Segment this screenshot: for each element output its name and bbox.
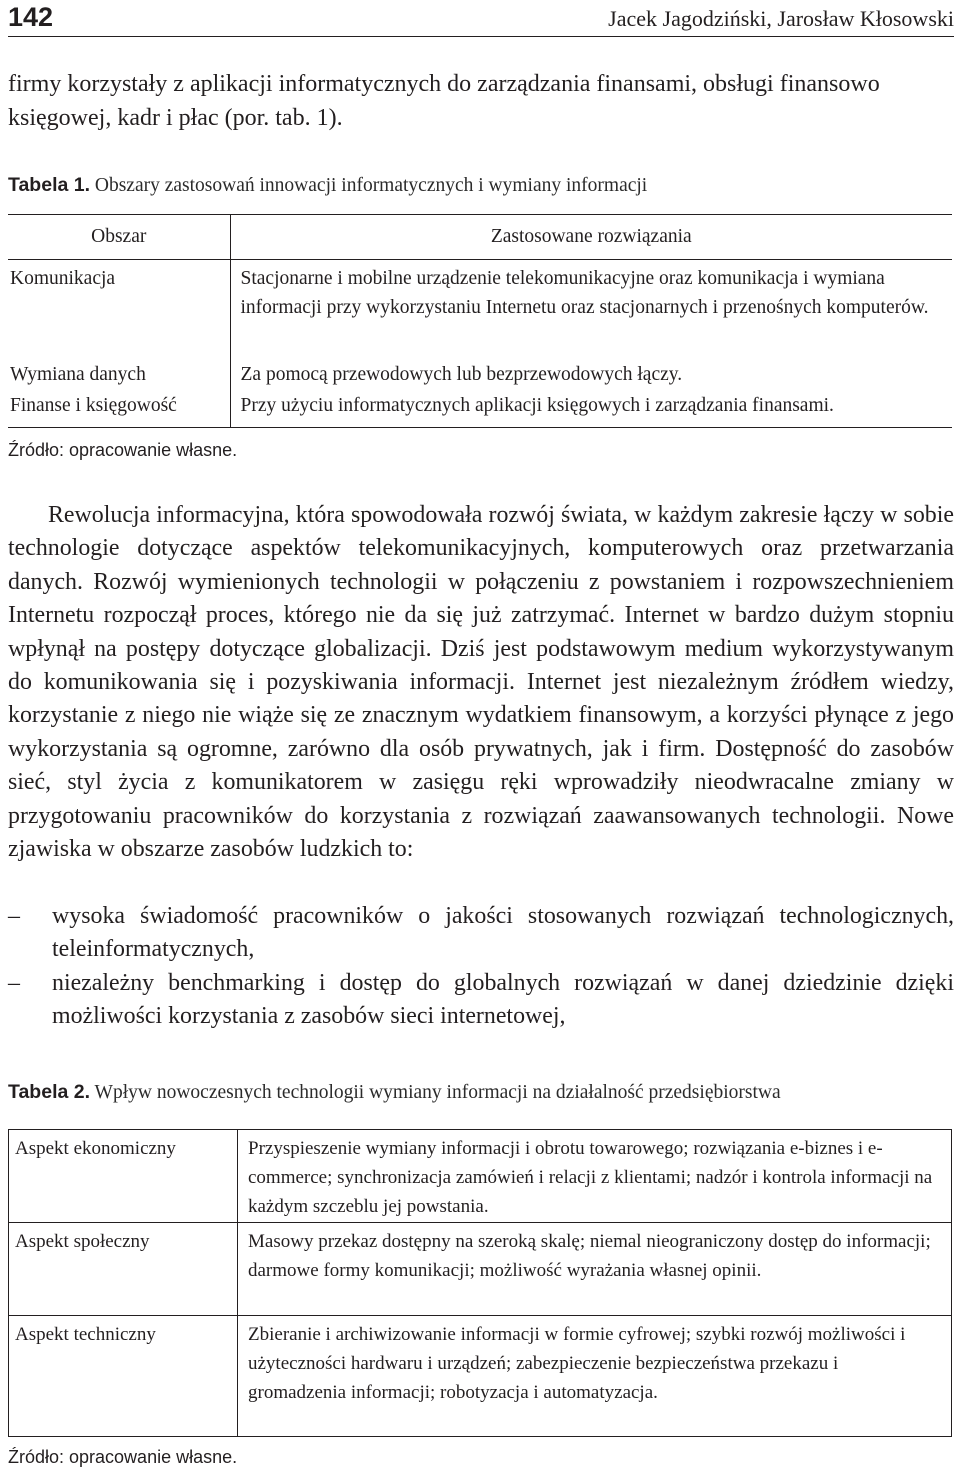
list-item-text: niezależny benchmarking i dostęp do globalnych rozwiązań w danej dziedzinie dzięki możliwości korzystania z zasobów sieci internetowej, [52, 969, 954, 1030]
table2-source: Źródło: opracowanie własne. [8, 1447, 238, 1467]
page-number: 142 [8, 2, 54, 32]
table1-label: Tabela 1. [8, 174, 91, 196]
list-item-text: wysoka świadomość pracowników o jakości stosowanych rozwiązań technologicznych, teleinformatycznych, [52, 903, 954, 963]
table1-source: Źródło: opracowanie własne. [8, 440, 238, 460]
dash-bullet: – [8, 969, 20, 996]
table2-cell-description: Masowy przekaz dostępny na szeroką skalę; niemal nieograniczony dostęp do informacji; darmowe formy komunikacji; możliwość wyrażania własnej opinii. [238, 1223, 952, 1316]
table2-cell-aspect: Aspekt ekonomiczny [9, 1130, 238, 1223]
table-row [9, 1223, 952, 1316]
table2-caption-text: Wpływ nowoczesnych technologii wymiany informacji na działalność przedsiębiorstwa [94, 1082, 781, 1103]
main-paragraph-text: Rewolucja informacyjna, która spowodowała rozwój świata, w każdym zakresie łączy w sobie technologie dotyczące aspektów telekomunikacyjnych, komputerowych oraz przetwarzania danych. Rozwój wymienionych technologii w połączeniu z powstaniem i rozpowszechnieniem Internetu rozpoczął proces, którego nie da się już zatrzymać. Internet w bardzo dużym stopniu wpłynął na postępy dotyczące globalizacji. Dziś jest podstawowym medium wykorzystywanym do komunikowania się i pozyskiwania informacji. Internet jest niezależnym źródłem wiedzy, korzystanie z niego nie wiąże się ze znacznym wydatkiem finansowym, a korzyści płynące z jego wykorzystania są ogromne, zarówno dla osób prywatnych, jak i firm. Dostępność do zasobów sieć, styl życia z komunikatorem w zasięgu ręki wprowadziły nieodwracalne zmiany w przygotowaniu pracowników do korzystania z rozwiązań zaawansowanych technologii. Nowe zjawiska w obszarze zasobów ludzkich to: [8, 502, 954, 863]
table1 [8, 214, 952, 428]
table1-cell-solution: Za pomocą przewodowych lub bezprzewodowych łączy. [240, 364, 683, 385]
table-row [8, 391, 952, 428]
list-item [8, 967, 954, 1034]
dash-bullet: – [8, 903, 20, 929]
table2 [8, 1129, 952, 1437]
table1-cell-solution: Przy użyciu informatycznych aplikacji księgowych i zarządzania finansami. [230, 391, 952, 428]
table1-cell-area: Komunikacja [8, 260, 230, 361]
table1-cell-solution: Stacjonarne i mobilne urządzenie telekomunikacyjne oraz komunikacja i wymiana informacji przy wykorzystaniu Internetu oraz stacjonarnych i przenośnych komputerów. [240, 268, 929, 318]
table2-caption [8, 1081, 781, 1104]
table-row [8, 260, 952, 361]
running-header-authors: Jacek Jagodziński, Jarosław Kłosowski [608, 6, 954, 31]
main-paragraph [8, 499, 954, 866]
table1-cell-area: Finanse i księgowość [8, 391, 230, 428]
table2-cell-description: Zbieranie i archiwizowanie informacji w formie cyfrowej; szybki rozwój możliwości i użyteczności hardwaru i urządzeń; zabezpieczenie bezpieczeństwa przekazu i gromadzenia informacji; robotyzacja i automatyzacja. [238, 1316, 952, 1437]
table-row [8, 360, 952, 391]
table2-cell-aspect: Aspekt społeczny [9, 1223, 238, 1316]
header-rule [8, 36, 954, 37]
table-row [9, 1130, 952, 1223]
table1-header-area: Obszar [8, 215, 230, 260]
table2-label: Tabela 2. [8, 1081, 91, 1103]
table1-cell-area: Wymiana danych [8, 360, 230, 391]
table1-caption [8, 174, 647, 197]
bullet-list [8, 900, 954, 1034]
table1-header-solution: Zastosowane rozwiązania [230, 215, 952, 260]
table2-cell-description: Przyspieszenie wymiany informacji i obrotu towarowego; rozwiązania e-biznes i e-commerce; synchronizacja zamówień i relacji z klientami; nadzór i kontrola informacji na każdym szczeblu jej powstania. [238, 1130, 952, 1223]
list-item [8, 900, 954, 967]
table2-cell-aspect: Aspekt techniczny [9, 1316, 238, 1437]
table-row [9, 1316, 952, 1437]
running-header [8, 0, 954, 40]
intro-paragraph: firmy korzystały z aplikacji informatycznych do zarządzania finansami, obsługi finansowo księgowej, kadr i płac (por. tab. 1). [8, 71, 880, 131]
table1-caption-text: Obszary zastosowań innowacji informatycznych i wymiany informacji [94, 175, 648, 196]
